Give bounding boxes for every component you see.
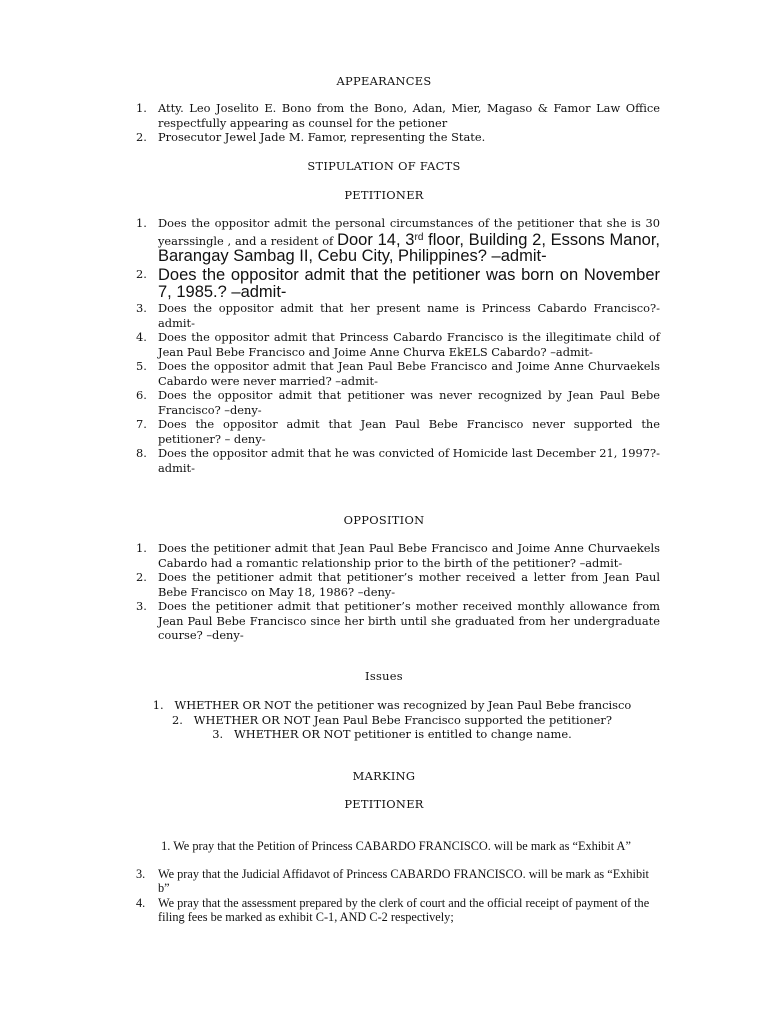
list-item: 3. Does the oppositor admit that her present name is Princess Cabardo Francisco?-admit- [136, 301, 660, 330]
address-text: Door 14, 3 [337, 230, 415, 249]
list-item-number: 2. [172, 712, 183, 727]
opposition-heading: OPPOSITION [343, 513, 425, 527]
list-item: 1. Does the oppositor admit the personal circumstances of the petitioner that she is 30 yearssingle , and a resident of Door 14, 3rd floor, Building 2, Essons Manor, Barangay Sambag II, Cebu City, Philippines? –admit- [136, 216, 660, 266]
list-item: 3. Does the petitioner admit that petitioner’s mother received monthly allowance from Jean Paul Bebe Francisco since her birth until she graduated from her undergraduate course? –deny- [136, 599, 660, 642]
list-item-number: 3. [212, 727, 224, 741]
list-item-number: 1. [152, 698, 164, 712]
list-item-text: Does the oppositor admit that her present name is Princess Cabardo Francisco?-admit- [158, 301, 660, 330]
list-item: 2. Does the petitioner admit that petitioner’s mother received a letter from Jean Paul Bebe Francisco on May 18, 1986? –deny- [136, 570, 660, 599]
stipulation-heading: STIPULATION OF FACTS [307, 159, 461, 173]
appearances-heading: APPEARANCES [336, 74, 432, 88]
issues-heading: Issues [365, 669, 403, 683]
address-text-continued: floor, Building 2, Essons Manor, Barangay Sambag II, Cebu City, Philippines? –admit- [158, 230, 660, 266]
list-item: 5. Does the oppositor admit that Jean Paul Bebe Francisco and Joime Anne Churvaekels Cabardo were never married? –admit- [136, 359, 660, 388]
list-item-text: We pray that the assessment prepared by the clerk of court and the official receipt of payment of the filing fees be marked as exhibit C-1, AND C-2 respectively; [158, 895, 650, 924]
ordinal-suffix: rd [414, 231, 424, 243]
list-item: 1. We pray that the Petition of Princess CABARDO FRANCISCO. will be mark as “Exhibit A” [161, 839, 631, 853]
list-item-text: Does the oppositor admit that the petitioner was born on November 7, 1985.? –admit- [158, 266, 660, 302]
list-item: 1. Does the petitioner admit that Jean Paul Bebe Francisco and Joime Anne Churvaekels Cabardo had a romantic relationship prior to the birth of the petitioner? –admit- [136, 541, 660, 570]
list-item-text: We pray that the Petition of Princess CABARDO FRANCISCO. will be mark as “Exhibit A” [173, 839, 631, 853]
list-item: 3. We pray that the Judicial Affidavot of Princess CABARDO FRANCISCO. will be mark as “Exhibit b” [136, 866, 649, 895]
list-item: 6. Does the oppositor admit that petitioner was never recognized by Jean Paul Bebe Francisco? –deny- [136, 388, 660, 417]
list-item: 2. Prosecutor Jewel Jade M. Famor, representing the State. [136, 130, 486, 144]
list-item-text: Atty. Leo Joselito E. Bono from the Bono, Adan, Mier, Magaso & Famor Law Office respectfully appearing as counsel for the petioner [158, 101, 660, 130]
marking-heading: MARKING [352, 769, 416, 783]
list-item: 7. Does the oppositor admit that Jean Paul Bebe Francisco never supported the petitioner? – deny- [136, 417, 660, 446]
list-item-text: Does the oppositor admit that Princess Cabardo Francisco is the illegitimate child of Jean Paul Bebe Francisco and Joime Anne Churva EkELS Cabardo? –admit- [158, 330, 660, 359]
marking-list [120, 839, 660, 925]
issues-list [150, 698, 634, 742]
list-item-text: Prosecutor Jewel Jade M. Famor, representing the State. [158, 130, 486, 144]
list-item-text: Does the oppositor admit the personal circumstances of the petitioner that she is 30 yearssingle , and a resident of [158, 216, 660, 248]
opposition-list [120, 541, 660, 643]
appearances-list [120, 101, 660, 145]
list-item-text: Does the petitioner admit that petitioner’s mother received monthly allowance from Jean Paul Bebe Francisco since her birth until she graduated from her undergraduate course? –deny- [158, 599, 660, 642]
list-item-text: Does the oppositor admit that petitioner was never recognized by Jean Paul Bebe Francisco? –deny- [158, 388, 660, 417]
list-item: 8. Does the oppositor admit that he was convicted of Homicide last December 21, 1997?-admit- [136, 446, 660, 475]
list-item-text: Does the oppositor admit that Jean Paul Bebe Francisco never supported the petitioner? – deny- [158, 417, 660, 446]
list-item: 4. We pray that the assessment prepared by the clerk of court and the official receipt of payment of the filing fees be marked as exhibit C-1, AND C-2 respectively; [136, 895, 650, 924]
list-item-text: WHETHER OR NOT petitioner is entitled to change name. [234, 727, 572, 741]
list-item-text: Does the petitioner admit that Jean Paul Bebe Francisco and Joime Anne Churvaekels Cabardo had a romantic relationship prior to the birth of the petitioner? –admit- [158, 541, 660, 570]
list-item-text: We pray that the Judicial Affidavot of Princess CABARDO FRANCISCO. will be mark as “Exhibit b” [158, 866, 649, 895]
list-item-text: Does the oppositor admit that Jean Paul Bebe Francisco and Joime Anne Churvaekels Cabardo were never married? –admit- [158, 359, 660, 388]
list-item: 2. Does the oppositor admit that the petitioner was born on November 7, 1985.? –admit- [136, 266, 660, 302]
list-item-text: WHETHER OR NOT Jean Paul Bebe Francisco supported the petitioner? [193, 712, 612, 727]
list-item-text: Does the petitioner admit that petitioner’s mother received a letter from Jean Paul Bebe Francisco on May 18, 1986? –deny- [158, 570, 660, 599]
list-item: 1. Atty. Leo Joselito E. Bono from the Bono, Adan, Mier, Magaso & Famor Law Office respectfully appearing as counsel for the petioner [136, 101, 660, 130]
marking-petitioner-heading: PETITIONER [344, 797, 424, 811]
list-item [150, 727, 634, 742]
list-item [150, 698, 634, 713]
list-item: 4. Does the oppositor admit that Princess Cabardo Francisco is the illegitimate child of Jean Paul Bebe Francisco and Joime Anne Churva EkELS Cabardo? –admit- [136, 330, 660, 359]
list-item-text: WHETHER OR NOT the petitioner was recognized by Jean Paul Bebe francisco [174, 698, 632, 712]
petitioner-heading: PETITIONER [344, 188, 424, 202]
list-item [150, 713, 634, 728]
petitioner-stipulation-list [120, 216, 660, 475]
list-item-text: Does the oppositor admit that he was convicted of Homicide last December 21, 1997?-admit- [158, 446, 660, 475]
